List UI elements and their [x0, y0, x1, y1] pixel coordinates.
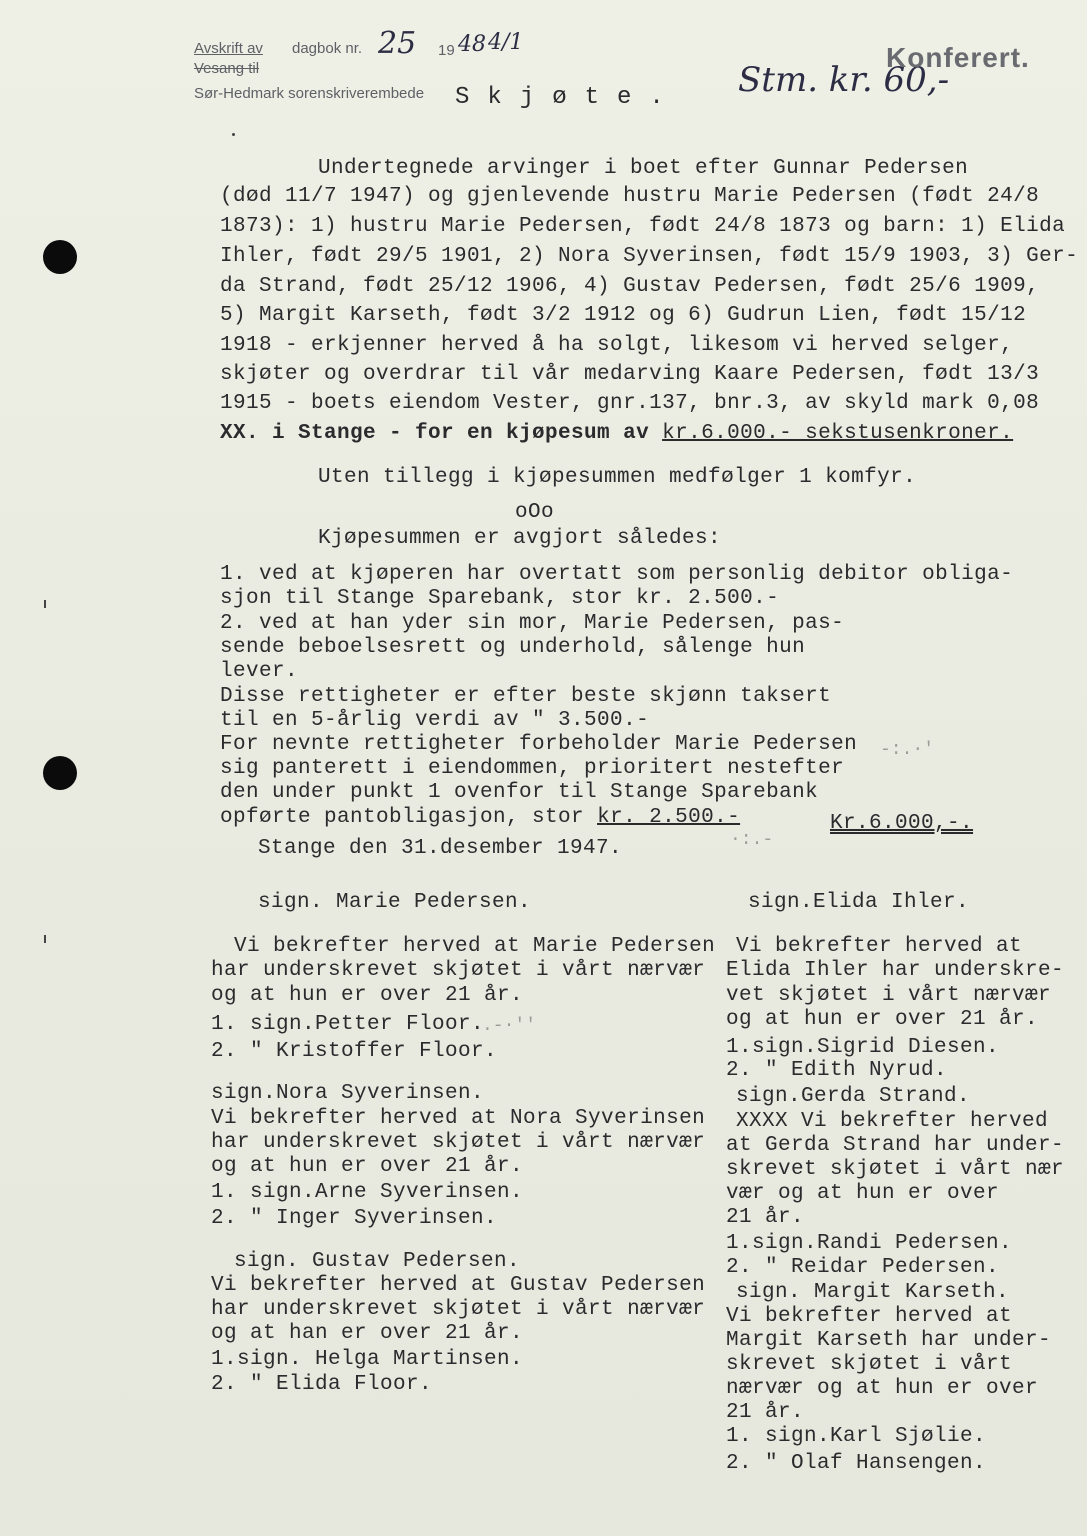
left-signature-line: 1.sign. Helga Martinsen. [211, 1348, 524, 1371]
body-line: skjøter og overdrar til vår medarving Kaare Pedersen, født 13/3 [220, 363, 1040, 386]
settlement-line: For nevnte rettigheter forbeholder Marie Pedersen [220, 733, 858, 756]
body-line: 5) Margit Karseth, født 3/2 1912 og 6) Gudrun Lien, født 15/12 [220, 304, 1027, 327]
document-title: Skjøte. [455, 84, 682, 111]
right-signature-line: vær og at hun er over [726, 1182, 1000, 1205]
left-signature-line: har underskrevet skjøtet i vårt nærvær [211, 1131, 706, 1154]
right-signature-line: 1. sign.Karl Sjølie. [726, 1425, 987, 1448]
right-signature-line: skrevet skjøtet i vårt nær [726, 1158, 1065, 1181]
settlement-line: Disse rettigheter er efter beste skjønn taksert [220, 685, 832, 708]
margin-tick [44, 600, 46, 608]
addition-note: Uten tillegg i kjøpesummen medfølger 1 komfyr. [318, 466, 917, 489]
stamp-line-2: Vesang til [194, 60, 260, 77]
settlement-line: 2. ved at han yder sin mor, Marie Pedersen, pas- [220, 612, 845, 635]
right-signature-line: sign.Gerda Strand. [736, 1085, 971, 1108]
left-signature-line: sign.Nora Syverinsen. [211, 1082, 485, 1105]
right-signature-line: 21 år. [726, 1401, 805, 1424]
body-line: Undertegnede arvinger i boet efter Gunnar Pedersen [318, 157, 969, 180]
place-date: Stange den 31.desember 1947. [258, 837, 623, 860]
right-signature-line: XXXX Vi bekrefter herved [736, 1110, 1049, 1133]
left-signature-line: har underskrevet skjøtet i vårt nærvær [211, 959, 706, 982]
dagbok-year-prefix: 19 [438, 42, 455, 59]
settlement-line: sjon til Stange Sparebank, stor kr. 2.500.- [220, 587, 780, 610]
settlement-line: til en 5-årlig verdi av " 3.500.- [220, 709, 650, 732]
total-amount: Kr.6.000,-. [830, 812, 974, 835]
last-item-prefix: opførte pantobligasjon, stor [220, 806, 598, 829]
body-line: da Strand, født 25/12 1906, 4) Gustav Pedersen, født 25/6 1909, [220, 275, 1040, 298]
left-signature-line: og at hun er over 21 år. [211, 984, 524, 1007]
left-signature-line: sign. Marie Pedersen. [258, 891, 532, 914]
right-signature-line: 2. " Edith Nyrud. [726, 1059, 948, 1082]
settlement-line: sende beboelsesrett og underhold, sålenge hun [220, 636, 806, 659]
stamp-line-1: Avskrift av [194, 40, 263, 57]
left-signature-line: Vi bekrefter herved at Gustav Pedersen [211, 1274, 706, 1297]
right-signature-line: vet skjøtet i vårt nærvær [726, 984, 1052, 1007]
dagbok-number: 25 [378, 26, 417, 61]
left-signature-line: 2. " Inger Syverinsen. [211, 1207, 498, 1230]
right-signature-line: Elida Ihler har underskre- [726, 959, 1065, 982]
margin-tick [232, 133, 235, 136]
settlement-line: 1. ved at kjøperen har overtatt som personlig debitor obliga- [220, 563, 1014, 586]
left-signature-line: og at hun er over 21 år. [211, 1155, 524, 1178]
separator: oOo [515, 501, 555, 524]
body-line: 1873): 1) hustru Marie Pedersen, født 24/8 1873 og barn: 1) Elida [220, 215, 1066, 238]
price-prefix: XX. i Stange - for en kjøpesum av [220, 422, 663, 445]
margin-tick [44, 935, 46, 943]
stamp-line-3: Sør-Hedmark sorenskriverembede [194, 85, 425, 102]
ink-smudge: .-·'' [482, 1016, 537, 1036]
left-signature-line: 2. " Elida Floor. [211, 1373, 433, 1396]
last-item-amount: kr. 2.500.- [597, 806, 741, 829]
body-line-price [220, 422, 1013, 446]
right-signature-line: og at hun er over 21 år. [726, 1008, 1039, 1031]
settlement-heading: Kjøpesummen er avgjort således: [318, 527, 722, 550]
punch-hole-bottom [43, 756, 77, 790]
konferert-stamp: Konferert. [886, 42, 1030, 73]
punch-hole-top [43, 240, 77, 274]
dagbok-date: 4/1 [488, 30, 524, 55]
left-signature-line: har underskrevet skjøtet i vårt nærvær [211, 1298, 706, 1321]
right-signature-line: skrevet skjøtet i vårt [726, 1353, 1013, 1376]
right-signature-line: 2. " Reidar Pedersen. [726, 1256, 1000, 1279]
body-line: 1918 - erkjenner herved å ha solgt, likesom vi herved selger, [220, 334, 1014, 357]
body-line: 1915 - boets eiendom Vester, gnr.137, bnr.3, av skyld mark 0,08 [220, 392, 1040, 415]
right-signature-line: 2. " Olaf Hansengen. [726, 1452, 987, 1475]
fee-note: Stm. kr. 60,- [738, 60, 950, 100]
body-line: Ihler, født 29/5 1901, 2) Nora Syverinsen, født 15/9 1903, 3) Ger- [220, 245, 1079, 268]
left-signature-line: Vi bekrefter herved at Nora Syverinsen [211, 1107, 706, 1130]
settlement-line: lever. [220, 660, 299, 683]
right-signature-line: sign.Elida Ihler. [748, 891, 970, 914]
left-signature-line: Vi bekrefter herved at Marie Pedersen [234, 935, 716, 958]
right-signature-line: 1.sign.Randi Pedersen. [726, 1232, 1013, 1255]
settlement-line: sig panterett i eiendommen, prioritert nestefter [220, 757, 845, 780]
left-signature-line: og at han er over 21 år. [211, 1322, 524, 1345]
left-signature-line: sign. Gustav Pedersen. [234, 1250, 521, 1273]
settlement-line-last [220, 806, 740, 830]
price-amount: kr.6.000.- sekstusenkroner. [662, 422, 1014, 445]
right-signature-line: Vi bekrefter herved at [726, 1305, 1013, 1328]
right-signature-line: 21 år. [726, 1206, 805, 1229]
ink-smudge: ·:.- [730, 830, 774, 850]
body-line: (død 11/7 1947) og gjenlevende hustru Marie Pedersen (født 24/8 [220, 185, 1040, 208]
right-signature-line: Margit Karseth har under- [726, 1329, 1052, 1352]
dagbok-year-suffix: 48 [458, 32, 486, 57]
left-signature-line: 1. sign.Arne Syverinsen. [211, 1181, 524, 1204]
ink-smudge: -:.·' [880, 740, 935, 760]
dagbok-label: dagbok nr. [292, 40, 363, 57]
right-signature-line: at Gerda Strand har under- [726, 1134, 1065, 1157]
right-signature-line: 1.sign.Sigrid Diesen. [726, 1036, 1000, 1059]
right-signature-line: sign. Margit Karseth. [736, 1281, 1010, 1304]
right-signature-line: Vi bekrefter herved at [736, 935, 1023, 958]
right-signature-line: nærvær og at hun er over [726, 1377, 1039, 1400]
left-signature-line: 2. " Kristoffer Floor. [211, 1040, 498, 1063]
left-signature-line: 1. sign.Petter Floor. [211, 1013, 485, 1036]
settlement-line: den under punkt 1 ovenfor til Stange Sparebank [220, 781, 819, 804]
